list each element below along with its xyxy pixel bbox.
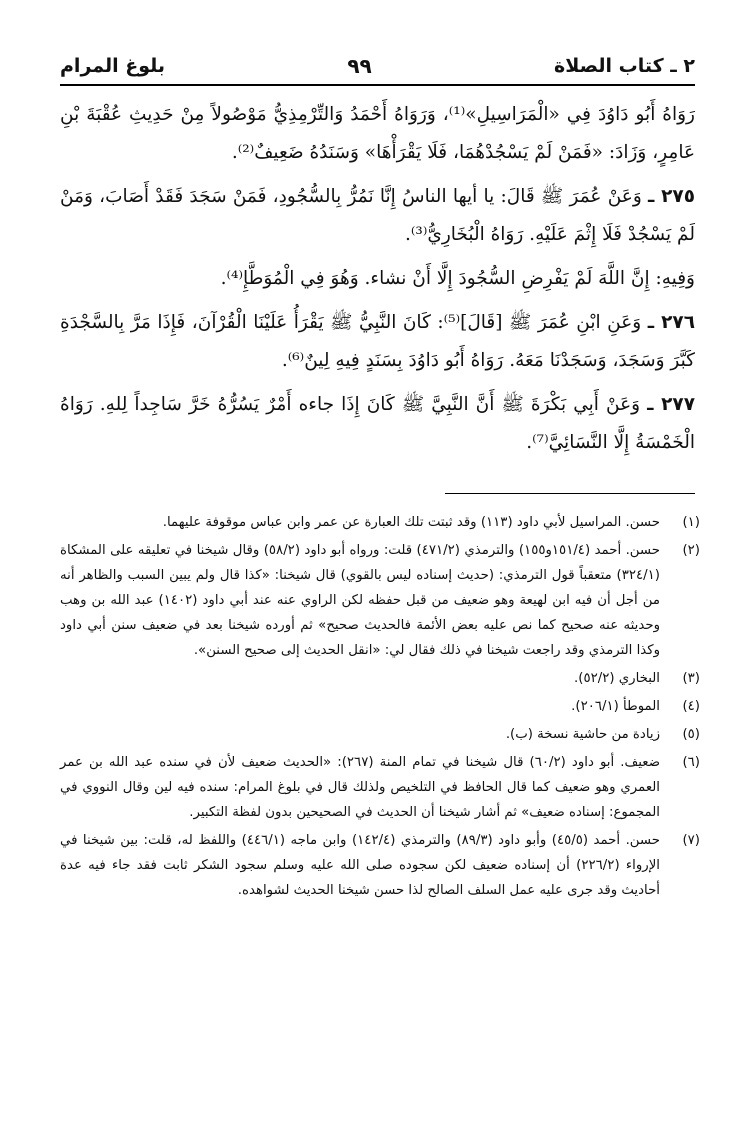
footnote-number: (٦) (682, 755, 700, 770)
footnote (60, 722, 700, 747)
hadith-number: ٢٧٥ ـ (648, 186, 695, 207)
footnote-rule (445, 493, 695, 494)
footnote-text: زيادة من حاشية نسخة (ب). (505, 727, 660, 742)
footnote-number: (١) (682, 515, 700, 530)
paragraph-continuation: رَوَاهُ أَبُو دَاوُدَ فِي «الْمَرَاسِيلِ»⁽¹⁾، وَرَوَاهُ أَحْمَدُ وَالتِّرْمِذِيُّ مَوْصُولاً مِنْ حَدِيثِ عُقْبَةَ بْنِ عَامِرٍ، وَزَادَ: «فَمَنْ لَمْ يَسْجُدْهُمَا، فَلَا يَقْرَأْهَا» وَسَنَدُهُ ضَعِيفٌ⁽²⁾. (60, 104, 695, 163)
hadith-number: ٢٧٧ ـ (647, 394, 695, 415)
hadith-276 (60, 304, 695, 380)
header-book-title: بلوغ المرام (60, 55, 166, 77)
hadith-number: ٢٧٦ ـ (647, 312, 695, 333)
footnote (60, 750, 700, 825)
running-header (60, 50, 695, 82)
hadith-text: وَعَنِ ابْنِ عُمَرَ ﷺ [قَالَ]⁽⁵⁾: كَانَ النَّبِيُّ ﷺ يَقْرَأُ عَلَيْنَا الْقُرْآنَ، فَإِذَا مَرَّ بِالسَّجْدَةِ كَبَّرَ وَسَجَدَ، وَسَجَدْنَا مَعَهُ. رَوَاهُ أَبُو دَاوُدَ بِسَنَدٍ فِيهِ لِينٌ⁽⁶⁾. (60, 312, 695, 371)
footnote (60, 694, 700, 719)
footnote-number: (٤) (682, 699, 700, 714)
footnote (60, 666, 700, 691)
page-number: ٩٩ (347, 54, 372, 78)
footnotes (60, 510, 700, 906)
footnote-text: حسن. أحمد (١٥١/٤و١٥٥) والترمذي (٤٧١/٢) قلت: ورواه أبو داود (٥٨/٢) وقال شيخنا في تعليقه على المشكاة (٣٢٤/١) متعقباً قول الترمذي: (حديث إسناده ليس بالقوي) قال شيخنا: «كذا قال ولم يبين السبب والظاهر أنه من أجل أن فيه ابن لهيعة وهو ضعيف من قبل حفظه لكن الراوي عنه عند أبي داود (١٤٠٢) عبد الله بن وهب وحديثه عنه صحيح كما نص عليه بعض الأئمة فالحديث صحيح» ثم أورده شيخنا بعد في ضعيف سنن أبي داود وكذا الترمذي وقد راجعت شيخنا في ذلك فقال لي: «انقل الحديث إلى صحيح السنن». (60, 543, 661, 658)
footnote-text: حسن. المراسيل لأبي داود (١١٣) وقد ثبتت تلك العبارة عن عمر وابن عباس موقوفة عليهما. (162, 515, 660, 530)
hadith-text: وَعَنْ أَبِي بَكْرَةَ ﷺ أَنَّ النَّبِيَّ ﷺ كَانَ إِذَا جاءه أَمْرٌ يَسُرُّهُ خَرَّ سَاجِداً لِلهِ. رَوَاهُ الْخَمْسَةُ إِلَّا النَّسَائِيَّ⁽⁷⁾. (60, 394, 695, 453)
hadith-277 (60, 386, 695, 462)
footnote (60, 510, 700, 535)
footnote (60, 538, 700, 663)
hadith-275 (60, 178, 695, 254)
header-rule (60, 84, 695, 86)
header-chapter-title: ٢ ـ كتاب الصلاة (554, 55, 695, 77)
main-text (60, 96, 695, 462)
footnote-number: (٣) (682, 671, 700, 686)
footnote (60, 828, 700, 903)
footnote-number: (٢) (682, 543, 700, 558)
paragraph-fihi: وَفِيهِ: إِنَّ اللَّهَ لَمْ يَفْرِضِ السُّجُودَ إِلَّا أَنْ نشاء. وَهُوَ فِي الْمُوَطَّإِ⁽⁴⁾. (220, 268, 695, 289)
footnote-number: (٧) (682, 833, 700, 848)
footnote-text: حسن. أحمد (٤٥/٥) وأبو داود (٨٩/٣) والترمذي (١٤٢/٤) وابن ماجه (٤٤٦/١) واللفظ له، قلت: بين شيخنا في الإرواء (٢٢٦/٢) أن إسناده ضعيف لكن سجوده صلى الله عليه وسلم سجود الشكر ثابت فقد جاء فيه عدة أحاديث وقد جرى عليه عمل السلف الصالح لذا حسن شيخنا الحديث لشواهده. (60, 833, 660, 898)
footnote-number: (٥) (682, 727, 700, 742)
hadith-text: وَعَنْ عُمَرَ ﷺ قَالَ: يا أيها الناسُ إِنَّا نَمُرُّ بِالسُّجُودِ، فَمَنْ سَجَدَ فَقَدْ أَصَابَ، وَمَنْ لَمْ يَسْجُدْ فَلَا إِثْمَ عَلَيْهِ. رَوَاهُ الْبُخَارِيُّ⁽³⁾. (60, 186, 695, 245)
footnote-text: الموطأ (٢٠٦/١). (571, 699, 660, 714)
footnote-text: ضعيف. أبو داود (٦٠/٢) قال شيخنا في تمام المنة (٢٦٧): «الحديث ضعيف لأن في سنده عبد الله بن عمر العمري وهو ضعيف كما قال الحافظ في التلخيص ولذلك قال في بلوغ المرام: سنده فيه لين وقال النووي في المجموع: إسناده ضعيف» ثم أشار شيخنا أن الحديث في الصحيحين بدون لفظة التكبير. (60, 755, 660, 820)
footnote-text: البخاري (٥٢/٢). (574, 671, 660, 686)
